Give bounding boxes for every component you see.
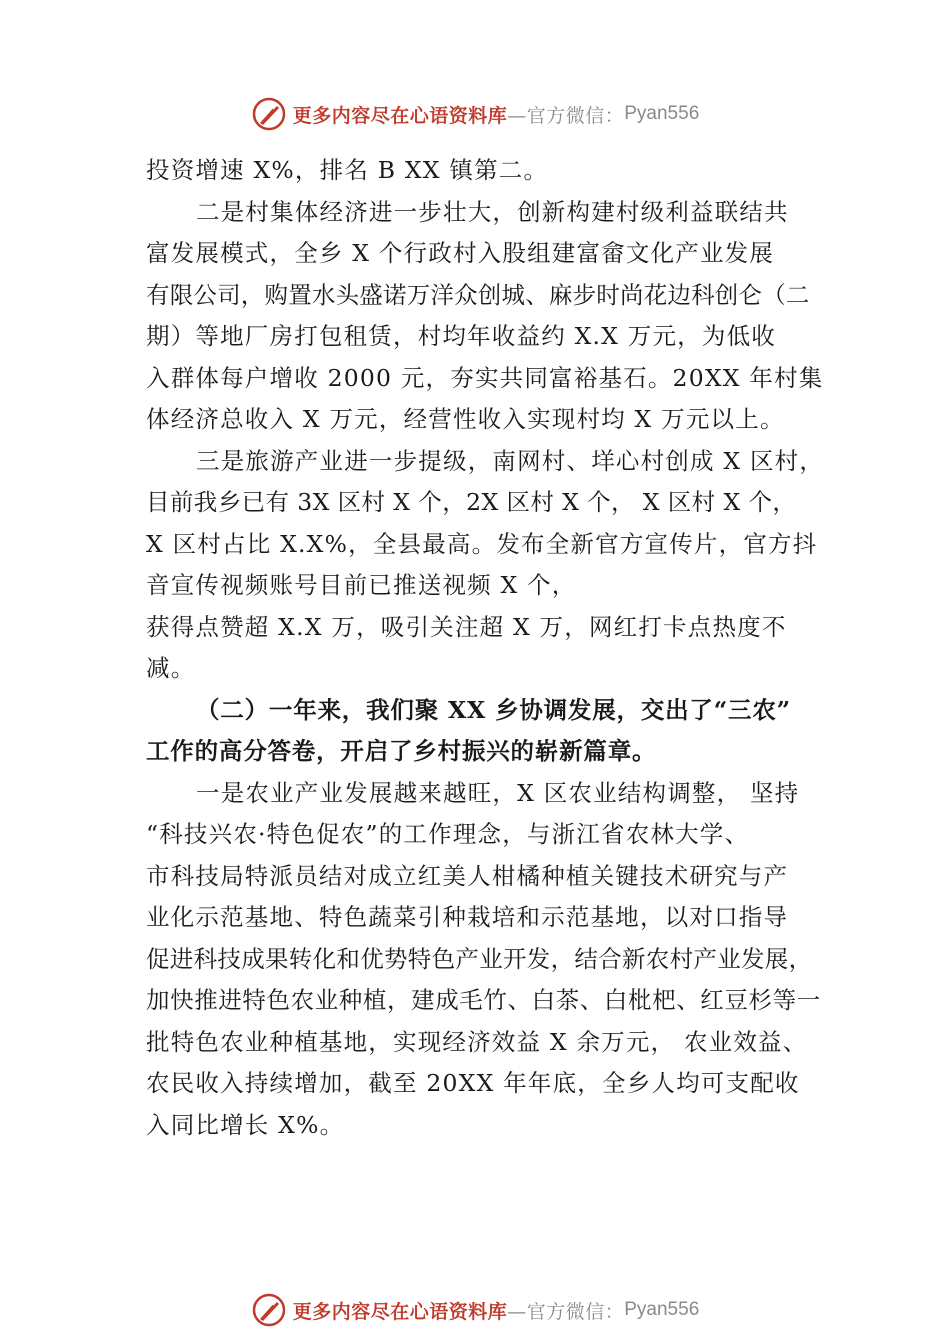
body-line: 农民收入持续增加，截至 20XX 年年底，全乡人均可支配收 (146, 1069, 800, 1097)
body-line: 批特色农业种植基地，实现经济效益 X 余万元， 农业效益、 (146, 1027, 808, 1056)
body-line: 一是农业产业发展越来越旺，X 区农业结构调整， 坚持 (196, 778, 800, 807)
section-heading-line: 工作的高分答卷，开启了乡村振兴的崭新篇章。 (146, 737, 657, 765)
body-line: 目前我乡已有 3X 区村 X 个，2X 区村 X 个， X 区村 X 个， (146, 488, 797, 516)
quill-seal-icon (251, 1292, 287, 1328)
body-line: 二是村集体经济进一步壮大，创新构建村级利益联结共 (196, 197, 789, 226)
section-heading-line: （二）一年来，我们聚 XX 乡协调发展，交出了“三农” (196, 695, 791, 724)
body-line: 促进科技成果转化和优势特色产业开发，结合新农村产业发展， (146, 944, 813, 973)
body-line: 富发展模式，全乡 X 个行政村入股组建富畲文化产业发展 (146, 239, 775, 267)
footer-wechat-handle: Pyan556 (624, 1299, 700, 1320)
header-wechat-handle: Pyan556 (624, 103, 700, 124)
header-brand-text: 更多内容尽在心语资料库 (292, 104, 508, 127)
quill-seal-icon (251, 96, 287, 132)
footer-brand-text: 更多内容尽在心语资料库 (292, 1300, 508, 1323)
body-line: 减。 (146, 654, 196, 682)
document-body (146, 150, 846, 1146)
body-line: 获得点赞超 X.X 万，吸引关注超 X 万，网红打卡点热度不 (146, 612, 787, 641)
body-line: 市科技局特派员结对成立红美人柑橘种植关键技术研究与产 (146, 861, 789, 890)
footer-banner (0, 1288, 950, 1332)
header-separator-text: —官方微信： (507, 104, 625, 127)
body-line: “科技兴农·特色促农”的工作理念，与浙江省农林大学、 (146, 820, 750, 848)
body-line: 入群体每户增收 2000 元，夯实共同富裕基石。20XX 年村集 (146, 363, 824, 392)
footer-separator-text: —官方微信： (507, 1300, 625, 1323)
body-line: X 区村占比 X.X%，全县最高。发布全新官方宣传片，官方抖 (146, 529, 818, 558)
body-line: 业化示范基地、特色蔬菜引种栽培和示范基地，以对口指导 (146, 903, 789, 931)
body-line: 加快推进特色农业种植，建成毛竹、白茶、白枇杷、红豆杉等一 (146, 986, 821, 1014)
body-line: 投资增速 X%，排名 B XX 镇第二。 (146, 156, 549, 184)
body-line: 三是旅游产业进一步提级，南网村、垟心村创成 X 区村， (196, 446, 825, 475)
body-line: 有限公司，购置水头盛诺万洋众创城、麻步时尚花边科创仑（二 (146, 280, 810, 309)
body-line: 入同比增长 X%。 (146, 1110, 345, 1139)
body-line: 体经济总收入 X 万元，经营性收入实现村均 X 万元以上。 (146, 405, 785, 433)
body-line: 音宣传视频账号目前已推送视频 X 个， (146, 571, 577, 599)
body-line: 期）等地厂房打包租赁，村均年收益约 X.X 万元，为低收 (146, 322, 776, 350)
header-banner (0, 92, 950, 136)
